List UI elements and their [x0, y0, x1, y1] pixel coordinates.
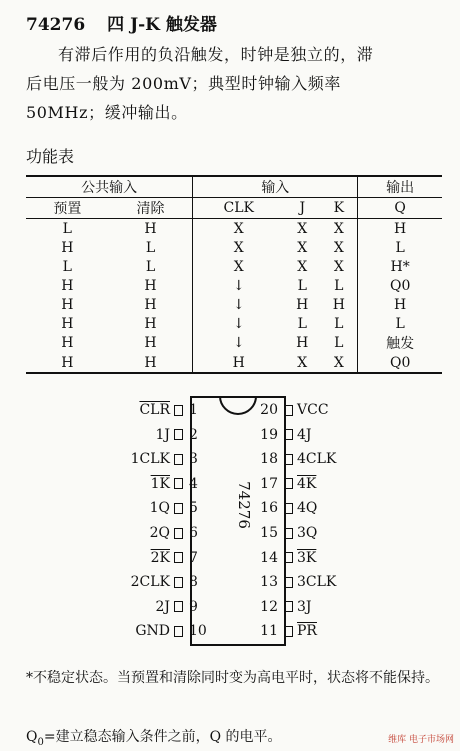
table-cell: Q0: [358, 276, 442, 295]
pin-number: 20: [260, 402, 278, 418]
table-cell: ↓: [193, 314, 284, 333]
table-cell: 触发: [358, 333, 442, 353]
pin-name: GND: [135, 623, 170, 640]
pin-number: 18: [260, 451, 278, 468]
pin-right: [258, 597, 312, 617]
pin-pad: [284, 454, 293, 465]
table-row: [26, 353, 442, 373]
table-cell: H: [358, 295, 442, 314]
table-cell: Q0: [358, 353, 442, 373]
table-cell: H*: [358, 257, 442, 276]
col-header: 预置: [26, 198, 109, 219]
table-cell: L: [334, 315, 344, 332]
pin-name: 3J: [297, 598, 312, 615]
page-title: [26, 10, 217, 35]
note: *不稳定状态。当预置和清除同时变为高电平时，状态将不能保持。: [26, 670, 439, 686]
pin-name: 2J: [155, 598, 170, 615]
pin-pad: [284, 577, 293, 588]
pinout-diagram: [0, 396, 460, 656]
pin-right: [258, 572, 336, 592]
pin-pad: [284, 601, 293, 612]
chip-label: 74276: [234, 481, 253, 529]
table-cell: H: [61, 315, 74, 332]
pin-right: [258, 498, 317, 518]
pin-number: 6: [189, 525, 198, 541]
table-cell: L: [145, 258, 156, 275]
pin-left: [110, 621, 209, 641]
pin-pad: [174, 429, 183, 440]
pin-pad: [174, 552, 183, 563]
pin-pad: [174, 478, 183, 489]
table-cell: L: [334, 335, 344, 351]
section-title: 功能表: [26, 147, 75, 166]
footnote-q: Q: [26, 729, 38, 745]
pin-name: 3Q: [297, 525, 318, 541]
pin-number: 10: [189, 623, 207, 640]
pin-right: [258, 400, 329, 420]
table-cell: H: [358, 219, 442, 239]
part-number: 74276: [26, 15, 86, 35]
pin-number: 15: [260, 525, 278, 541]
pin-name: 1Q: [149, 500, 170, 517]
description-line-3: 50MHz；缓冲输出。: [26, 103, 188, 122]
pin-pad: [174, 601, 183, 612]
table-cell: ↓: [193, 333, 284, 353]
table-cell: ↓: [193, 276, 284, 295]
footnote-text: =建立稳态输入条件之前，Q 的电平。: [43, 729, 282, 745]
function-table: [26, 175, 442, 374]
table-cell: L: [297, 277, 307, 294]
table-row: [26, 238, 442, 257]
pin-name: 4CLK: [297, 451, 337, 468]
pin-pad: [284, 503, 293, 514]
table-cell: L: [334, 277, 344, 294]
pin-name: 2CLK: [130, 574, 170, 591]
table-cell: H: [61, 296, 74, 313]
table-cell: H: [144, 315, 157, 332]
table-cell: H: [296, 296, 309, 313]
pin-name: 3K: [297, 549, 317, 566]
table-cell: H: [61, 277, 74, 294]
table-cell: ↓: [193, 295, 284, 314]
pin-pad: [284, 528, 293, 539]
table-row: [26, 276, 442, 295]
notch-cover: [215, 376, 261, 396]
table-cell: X: [193, 219, 284, 239]
pin-number: 4: [189, 475, 198, 492]
pin-right: [258, 449, 336, 469]
table-body: [26, 219, 442, 374]
pin-pad: [284, 552, 293, 563]
pin-left: [110, 523, 209, 543]
pin-left: [110, 498, 209, 518]
table-cell: H: [332, 296, 345, 313]
pin-name: 1J: [155, 426, 170, 443]
table-cell: X: [333, 220, 344, 237]
table-cell: X: [297, 354, 308, 371]
pin-name: 1CLK: [130, 451, 170, 468]
table-cell: H: [61, 335, 74, 351]
table-cell: X: [333, 258, 344, 275]
table-row: [26, 314, 442, 333]
pin-number: 14: [260, 549, 278, 566]
pin-pad: [174, 528, 183, 539]
col-header: K: [320, 198, 358, 219]
pin-number: 8: [189, 574, 198, 591]
table-cell: X: [193, 257, 284, 276]
pin-number: 2: [189, 426, 198, 443]
table-row: [26, 257, 442, 276]
pin-number: 19: [260, 426, 278, 443]
table-cell: L: [62, 220, 72, 237]
pin-pad: [284, 478, 293, 489]
pin-number: 11: [260, 623, 278, 640]
pin-number: 13: [260, 574, 278, 591]
col-header: J: [284, 198, 320, 219]
pin-right: [258, 523, 317, 543]
description-line-2: 后电压一般为 200mV；典型时钟输入频率: [26, 74, 341, 93]
table-cell: X: [333, 354, 344, 371]
pin-name: 4K: [297, 475, 317, 492]
description: [26, 40, 442, 127]
col-header: Q: [358, 198, 442, 219]
table-cell: X: [193, 238, 284, 257]
part-name: 四 J-K 触发器: [107, 15, 217, 35]
pin-name: VCC: [297, 402, 329, 418]
pin-number: 17: [260, 475, 278, 492]
table-cell: L: [297, 315, 307, 332]
pin-name: 4J: [297, 426, 312, 443]
pin-name: $\overline{PR}$: [297, 623, 317, 640]
pin-number: 1: [189, 402, 198, 418]
pin-number: 12: [260, 598, 278, 615]
pin-pad: [284, 626, 293, 637]
description-line-1: 有滞后作用的负沿触发，时钟是独立的，滞: [58, 45, 374, 64]
pin-left: [110, 474, 209, 494]
table-cell: L: [145, 239, 156, 256]
footnote-sub: 0: [37, 736, 44, 748]
col-header: 清除: [109, 198, 193, 219]
table-cell: L: [358, 314, 442, 333]
pin-pad: [174, 626, 183, 637]
col-header: CLK: [193, 198, 284, 219]
pin-name: $\overline{CLR}$: [139, 402, 170, 418]
table-cell: H: [193, 353, 284, 373]
footnote: [26, 726, 282, 748]
pin-name: 3CLK: [297, 574, 337, 591]
table-cell: H: [144, 220, 157, 237]
chip-notch: [218, 394, 258, 416]
table-cell: H: [61, 354, 74, 371]
table-cell: H: [296, 335, 309, 351]
pin-pad: [284, 405, 293, 416]
table-cell: X: [297, 220, 308, 237]
table-cell: X: [333, 239, 344, 256]
table-row: [26, 295, 442, 314]
pin-pad: [284, 429, 293, 440]
table-cell: L: [62, 258, 72, 275]
pin-number: 3: [189, 451, 198, 468]
watermark: 维库 电子市场网: [388, 735, 454, 745]
table-cell: H: [61, 239, 74, 256]
pin-left: [110, 548, 209, 568]
pin-pad: [174, 577, 183, 588]
table-cell: H: [144, 277, 157, 294]
pin-name: 4Q: [297, 500, 318, 517]
pin-number: 7: [189, 549, 198, 566]
pin-left: [110, 425, 209, 445]
table-row: [26, 333, 442, 353]
pin-left: [110, 597, 209, 617]
pin-name: 2Q: [149, 525, 170, 541]
group-header-input: 输入: [193, 176, 358, 198]
pin-right: [258, 548, 316, 568]
pin-number: 16: [260, 500, 278, 517]
pin-pad: [174, 503, 183, 514]
group-header-common: 公共输入: [26, 176, 193, 198]
group-header-output: 输出: [358, 176, 442, 198]
table-cell: H: [144, 354, 157, 371]
pin-right: [258, 621, 317, 641]
pin-left: [110, 449, 209, 469]
table-cell: X: [297, 239, 308, 256]
pin-pad: [174, 454, 183, 465]
pin-number: 5: [189, 500, 198, 517]
pin-name: 1K: [150, 475, 170, 492]
table-cell: L: [358, 238, 442, 257]
table-row: [26, 219, 442, 239]
pin-number: 9: [189, 598, 198, 615]
table-cell: H: [144, 335, 157, 351]
pin-pad: [174, 405, 183, 416]
table-cell: H: [144, 296, 157, 313]
table-cell: X: [297, 258, 308, 275]
pin-name: 2K: [150, 549, 170, 566]
pin-left: [110, 572, 209, 592]
pin-right: [258, 474, 316, 494]
pin-right: [258, 425, 312, 445]
pin-left: [110, 400, 209, 420]
